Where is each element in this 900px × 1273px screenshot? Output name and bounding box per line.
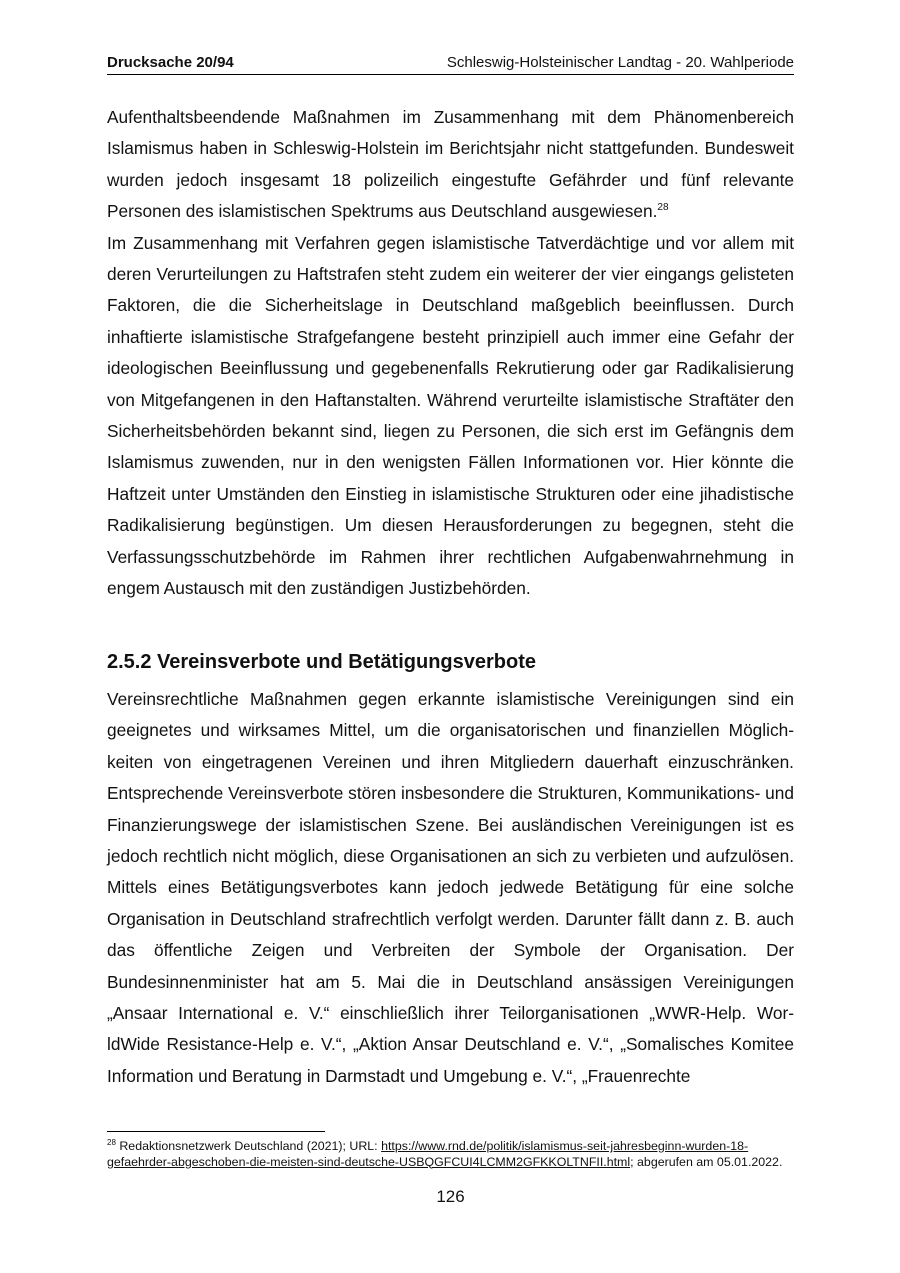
paragraph: Im Zusammenhang mit Verfahren gegen islamistische Tatverdächtige und vor allem mit deren Verurteilungen zu Haftstrafen steht zudem ein weiterer der vier eingangs gelisteten Faktoren, die die Sicherheitslage in Deutschland maßgeblich beeinflussen. Durch inhaftierte islamistische Strafgefangene besteht prinzipiell auch immer eine Gefahr der ideologischen Beeinflussung und gegebenenfalls Rekrutierung oder gar Radikalisierung von Mitgefangenen in den Haftanstalten. Während verurteilte islamistische Straftäter den Sicherheitsbehörden bekannt sind, liegen zu Personen, die sich erst im Gefängnis dem Islamismus zuwenden, nur in den wenigsten Fällen Informationen vor. Hier könnte die Haftzeit unter Umständen den Einstieg in islamistische Strukturen oder eine jihadistische Radikalisierung begünstigen. Um diesen Herausforderungen zu begegnen, steht die Verfassungsschutzbehörde im Rahmen ihrer rechtlichen Aufgabenwahrnehmung in engem Austausch mit den zuständigen Justizbehörden.	[107, 232, 794, 599]
parliament-title: Schleswig-Holsteinischer Landtag - 20. Wahlperiode	[446, 54, 794, 71]
section-heading: 2.5.2 Vereinsverbote und Betätigungsverbote	[107, 651, 537, 673]
body-text-block	[107, 684, 794, 1092]
paragraph: Aufenthaltsbeendende Maßnahmen im Zusammenhang mit dem Phänomenbereich Islamismus haben in Schleswig-Holstein im Berichtsjahr nicht stattgefunden. Bundesweit wurden jedoch insgesamt 18 polizeilich eingestufte Gefährder und fünf relevante Personen des islamistischen Spektrums aus Deutschland ausgewiesen.$^{28}$	[107, 107, 794, 222]
page-number: 126	[436, 1187, 465, 1206]
footnote	[107, 1139, 794, 1170]
footnote-divider	[107, 1131, 325, 1132]
footnote-link[interactable]: https://www.rnd.de/politik/islamismus-seit-jahresbeginn-wurden-18-gefaehrder-abgeschoben-die-meisten-sind-deutsche-USBQGFCUI4LCMM2GFKKOLTNFII.html;	[107, 1139, 749, 1169]
document-number: Drucksache 20/94	[107, 54, 234, 71]
footnote-retrieved: abgerufen am 05.01.2022.	[637, 1154, 783, 1169]
body-text-block	[107, 102, 794, 605]
footnote-reference[interactable]: 28	[657, 202, 669, 214]
footnote-number: 28	[107, 1138, 116, 1147]
footnote-source: Redaktionsnetzwerk Deutschland (2021); URL:	[119, 1139, 378, 1153]
paragraph: Vereinsrechtliche Maßnahmen gegen erkannte islamistische Vereinigungen sind ein geeignetes und wirksames Mittel, um die organisatorischen und finanziellen Möglichkeiten von eingetragenen Vereinen und ihren Mitgliedern dauerhaft einzuschränken. Entsprechende Vereinsverbote stören insbesondere die Strukturen, Kommunikations- und Finanzierungswege der islamistischen Szene. Bei ausländischen Vereinigungen ist es jedoch rechtlich nicht möglich, diese Organisationen an sich zu verbieten und aufzulösen. Mittels eines Betätigungsverbotes kann jedoch jedwede Betätigung für eine solche Organisation in Deutschland strafrechtlich verfolgt werden. Darunter fällt dann z. B. auch das öffentliche Zeigen und Verbreiten der Symbole der Organisation. Der Bundesinnenminister hat am 5. Mai die in Deutschland ansässigen Vereinigungen „Ansaar International e. V.“ einschließlich ihrer Teilorganisationen „WWR-Help. WorldWide Resistance-Help e. V.“, „Aktion Ansar Deutschland e. V.“, „Somalisches Komitee Information und Beratung in Darmstadt und Umgebung e. V.“, „Frauenrechte	[107, 689, 794, 1086]
page-header	[107, 54, 794, 75]
